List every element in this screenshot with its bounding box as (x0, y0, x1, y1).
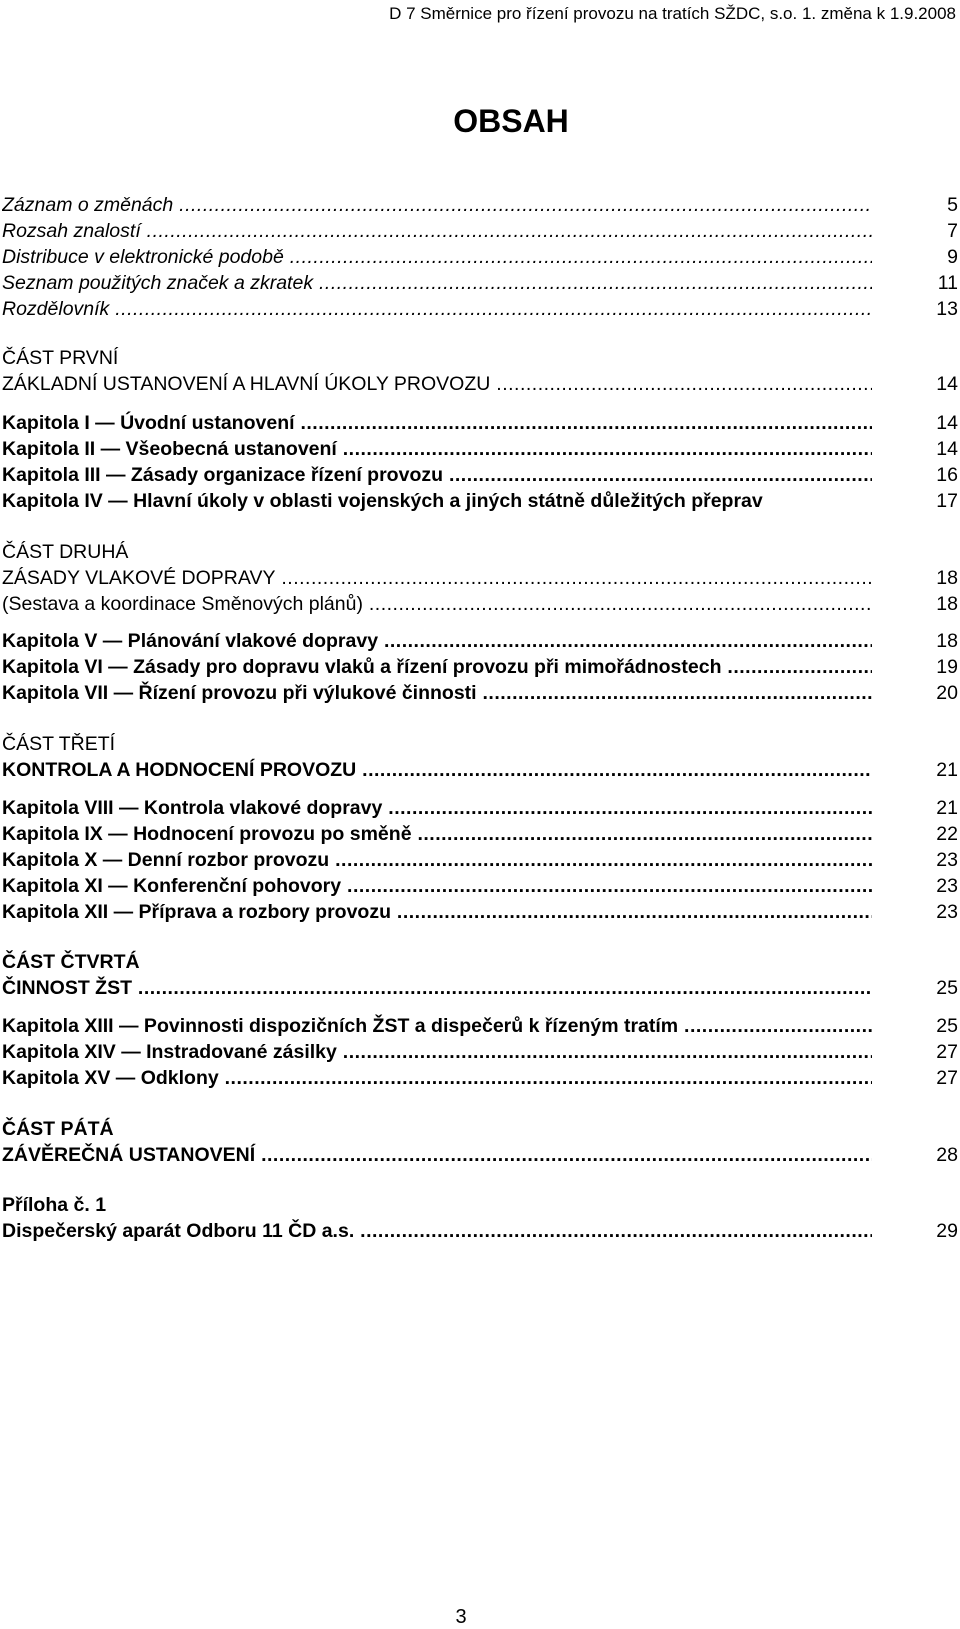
toc-entry-label: Záznam o změnách ..... (2, 192, 872, 218)
toc-entry (2, 680, 958, 706)
toc-entry-label: ZÁKLADNÍ USTANOVENÍ A HLAVNÍ ÚKOLY PROVOZU ..... (2, 371, 872, 397)
toc-entry-label: Rozsah znalostí ..... (2, 218, 872, 244)
toc-entry-page: 27 (936, 1041, 958, 1063)
page-header: D 7 Směrnice pro řízení provozu na tratích SŽDC, s.o. 1. změna k 1.9.2008 (389, 4, 956, 23)
toc-entry (2, 436, 958, 462)
toc-entry (2, 218, 958, 244)
toc-entry (2, 628, 958, 654)
toc-entry (2, 462, 958, 488)
toc-entry-label: Kapitola III ― Zásady organizace řízení provozu ..... (2, 462, 872, 488)
toc-entry-page: 17 (936, 490, 958, 512)
toc-entry-page: 25 (936, 1015, 958, 1037)
toc-entry-page: 14 (936, 438, 958, 460)
toc-entry-page: 21 (936, 759, 958, 781)
toc-entry-label: ČINNOST ŽST ..... (2, 975, 872, 1001)
toc-entry-label: Kapitola VIII ― Kontrola vlakové dopravy ..... (2, 795, 872, 821)
toc-entry-page: 18 (936, 630, 958, 652)
toc-entry (2, 821, 958, 847)
toc-entry (2, 1013, 958, 1039)
toc-entry-label: Kapitola VI ― Zásady pro dopravu vlaků a řízení provozu při mimořádnostech ..... (2, 654, 872, 680)
toc-entry (2, 488, 958, 514)
toc-entry-label: Kapitola XI ― Konferenční pohovory ..... (2, 873, 872, 899)
toc-entry-page: 5 (947, 194, 958, 216)
toc-entry-label: Kapitola XIII ― Povinnosti dispozičních ŽST a dispečerů k řízeným tratím ..... (2, 1013, 872, 1039)
toc-entry-page: 18 (936, 567, 958, 589)
toc-entry-page: 23 (936, 875, 958, 897)
toc-entry-label: Kapitola XV ― Odklony ..... (2, 1065, 872, 1091)
toc-entry-label: Kapitola XII ― Příprava a rozbory provozu ..... (2, 899, 872, 925)
toc-entry (2, 410, 958, 436)
toc-entry-label: (Sestava a koordinace Směnových plánů) ..... (2, 591, 872, 617)
toc-entry-page: 14 (936, 412, 958, 434)
toc-entry-page: 23 (936, 849, 958, 871)
toc-entry-label: Kapitola IV ― Hlavní úkoly v oblasti vojenských a jiných státně důležitých přeprav (2, 490, 763, 512)
toc-entry (2, 296, 958, 322)
toc-entry-page: 27 (936, 1067, 958, 1089)
toc-entry-page: 11 (937, 272, 958, 294)
toc-entry (2, 1065, 958, 1091)
toc-entry (2, 565, 958, 591)
part-heading: Příloha č. 1 (2, 1194, 107, 1216)
toc-entry-page: 18 (936, 593, 958, 615)
toc-entry (2, 975, 958, 1001)
toc-entry-label: Kapitola II ― Všeobecná ustanovení ..... (2, 436, 872, 462)
toc-entry (2, 371, 958, 397)
toc-entry-label: Kapitola VII ― Řízení provozu při výlukové činnosti ..... (2, 680, 872, 706)
toc-entry (2, 1039, 958, 1065)
toc-entry (2, 591, 958, 617)
toc-entry-page: 21 (936, 797, 958, 819)
toc-entry (2, 244, 958, 270)
toc-entry-page: 14 (936, 373, 958, 395)
toc-entry (2, 654, 958, 680)
toc-entry-page: 13 (936, 298, 958, 320)
toc-entry (2, 192, 958, 218)
toc-entry-label: Kapitola IX ― Hodnocení provozu po směně ..... (2, 821, 872, 847)
toc-entry-label: Distribuce v elektronické podobě ..... (2, 244, 872, 270)
toc-entry (2, 1218, 958, 1244)
toc-entry-page: 9 (947, 246, 958, 268)
toc-entry-page: 19 (936, 656, 958, 678)
toc-entry-label: Kapitola X ― Denní rozbor provozu ..... (2, 847, 872, 873)
part-heading: ČÁST TŘETÍ (2, 733, 116, 755)
toc-entry (2, 270, 958, 296)
toc-entry-page: 23 (936, 901, 958, 923)
toc-entry-label: Rozdělovník ..... (2, 296, 872, 322)
toc-entry (2, 795, 958, 821)
toc-entry-page: 20 (936, 682, 958, 704)
toc-entry-label: Seznam použitých značek a zkratek ..... (2, 270, 872, 296)
toc-entry-label: ZÁVĚREČNÁ USTANOVENÍ ..... (2, 1142, 872, 1168)
toc-entry-label: ZÁSADY VLAKOVÉ DOPRAVY ..... (2, 565, 872, 591)
toc-entry-page: 22 (936, 823, 958, 845)
page-number: 3 (455, 1606, 467, 1628)
toc-entry (2, 757, 958, 783)
toc-entry-label: Kapitola V ― Plánování vlakové dopravy ..... (2, 628, 872, 654)
toc-entry-page: 7 (947, 220, 958, 242)
document-title: OBSAH (453, 103, 569, 139)
part-heading: ČÁST PÁTÁ (2, 1118, 114, 1140)
toc-entry (2, 1142, 958, 1168)
toc-entry-page: 16 (936, 464, 958, 486)
part-heading: ČÁST PRVNÍ (2, 347, 119, 369)
part-heading: ČÁST DRUHÁ (2, 541, 129, 563)
toc-entry-label: Kapitola XIV ― Instradované zásilky ..... (2, 1039, 872, 1065)
toc-entry (2, 899, 958, 925)
toc-entry-label: KONTROLA A HODNOCENÍ PROVOZU ..... (2, 757, 872, 783)
toc-entry-page: 25 (936, 977, 958, 999)
toc-entry-label: Dispečerský aparát Odboru 11 ČD a.s. ..... (2, 1218, 872, 1244)
toc-entry-page: 28 (936, 1144, 958, 1166)
toc-entry (2, 847, 958, 873)
part-heading: ČÁST ČTVRTÁ (2, 951, 140, 973)
toc-entry-page: 29 (936, 1220, 958, 1242)
toc-entry (2, 873, 958, 899)
toc-entry-label: Kapitola I ― Úvodní ustanovení ..... (2, 410, 872, 436)
